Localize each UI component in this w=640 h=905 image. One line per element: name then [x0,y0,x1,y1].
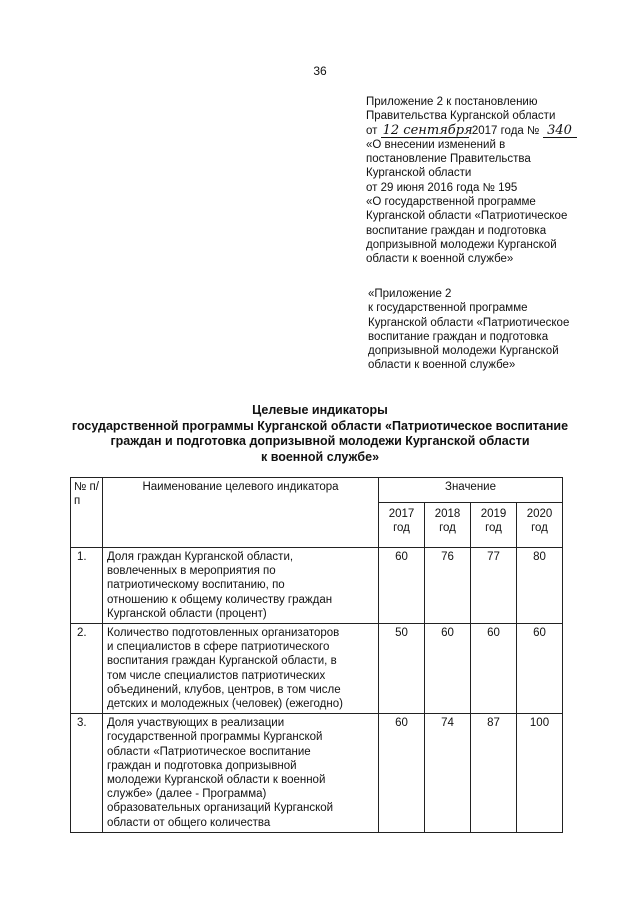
value-cell: 60 [471,624,517,714]
indicator-name-line: Курганской области (процент) [107,607,267,620]
row-number: 2. [71,624,103,714]
appendix-header-line: допризывной молодежи Курганской [366,238,557,251]
appendix-subheader-line: допризывной молодежи Курганской [368,345,559,358]
indicator-name-line: и специалистов в сфере патриотического [107,641,330,654]
indicator-name-line: том числе специалистов патриотических [107,669,326,682]
title-line: к военной службе» [260,449,380,464]
indicator-name-line: отношению к общему количеству граждан [107,593,333,606]
indicator-name-line: вовлеченных в мероприятия по [107,565,276,578]
indicator-name [103,548,379,624]
indicator-name-line: граждан и подготовка допризывной [107,759,297,772]
appendix-subheader-line: области к военной службе» [368,359,516,372]
indicator-name-line: Доля граждан Курганской области, [107,551,294,563]
appendix-subheader-line: воспитание граждан и подготовка [368,330,549,343]
value-cell: 76 [425,548,471,624]
value-cell: 60 [379,548,425,624]
value-cell: 87 [471,714,517,833]
indicator-name-line: Доля участвующих в реализации [107,717,285,730]
value-cell: 80 [517,548,563,624]
appendix-subheader-line: к государственной программе [368,302,528,315]
indicator-name [103,714,379,833]
value-cell: 100 [517,714,563,833]
table-row [71,624,563,714]
page-number: 36 [313,64,327,78]
title-line: государственной программы Курганской области «Патриотическое воспитание [71,418,569,433]
indicator-name-line: службе» (далее - Программа) [107,788,267,801]
appendix-header-line: постановление Правительства [366,153,531,166]
column-header-year: 2018 год [425,503,471,548]
indicator-name-line: государственной программы Курганской [107,731,323,744]
appendix-header-line: «О внесении изменений в [366,138,506,151]
value-cell: 60 [517,624,563,714]
value-cell: 60 [425,624,471,714]
indicator-name-line: области «Патриотическое воспитание [107,745,311,758]
indicator-name-line: воспитания граждан Курганской области, в [107,655,337,668]
document-title [0,403,640,465]
indicator-name-line: молодежи Курганской области к военной [107,774,326,787]
column-header-number: № п/п [71,478,103,548]
indicator-name-line: объединений, клубов, центров, в том числе [107,683,341,696]
appendix-header-line: «О государственной программе [366,196,536,209]
row-number: 3. [71,714,103,833]
value-cell: 60 [379,714,425,833]
appendix-header-line: Курганской области «Патриотическое [366,210,568,223]
appendix-header-line: Правительства Курганской области [366,110,556,123]
appendix-subheader [368,287,608,373]
appendix-subheader-line: Курганской области «Патриотическое [368,316,570,329]
indicator-name-line: Количество подготовленных организаторов [107,627,340,640]
indicator-name [103,624,379,714]
appendix-header-line: воспитание граждан и подготовка [366,224,547,237]
title-line: Целевые индикаторы [252,403,388,417]
indicator-name-line: патриотическому воспитанию, по [107,579,285,592]
appendix-header-line: области к военной службе» [366,253,514,266]
indicator-name-line: области от общего количества [107,816,271,829]
handwritten-number: 340 [543,125,577,138]
appendix-subheader-line: «Приложение 2 [368,288,452,300]
title-line: граждан и подготовка допризывной молодежи Курганской области [110,434,530,448]
table-row [71,548,563,624]
column-header-year: 2020 год [517,503,563,548]
appendix-header-line: Приложение 2 к постановлению [366,96,538,108]
column-header-indicator-name: Наименование целевого индикатора [103,478,379,548]
value-cell: 50 [379,624,425,714]
row-number: 1. [71,548,103,624]
column-header-values: Значение [379,478,563,503]
appendix-header-line: Курганской области [366,167,472,180]
value-cell: 74 [425,714,471,833]
date-prefix: от [366,124,378,137]
column-header-year: 2019 год [471,503,517,548]
appendix-header [366,95,606,267]
indicator-name-line: детских и молодежных (человек) (ежегодно) [107,698,343,711]
indicator-name-line: образовательных организаций Курганской [107,802,334,815]
date-year: 2017 года № [471,124,540,137]
value-cell: 77 [471,548,517,624]
appendix-header-line: от 29 июня 2016 года № 195 [366,181,518,194]
table-row [71,714,563,833]
handwritten-date: 12 сентября [382,122,473,138]
indicators-table [70,477,563,833]
appendix-header-date-line [366,124,606,138]
column-header-year: 2017 год [379,503,425,548]
